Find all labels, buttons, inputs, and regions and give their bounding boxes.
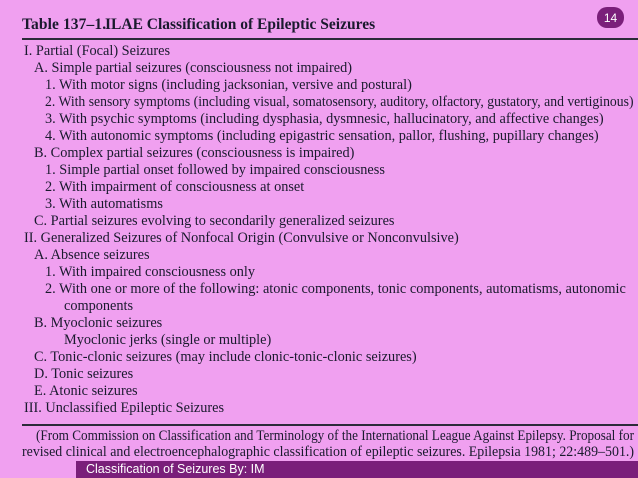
page-number-badge: 14	[597, 7, 624, 28]
outline-line: 1. Simple partial onset followed by impaired consciousness	[45, 162, 385, 178]
outline-line: 3. With automatisms	[45, 196, 163, 212]
outline-line: E. Atonic seizures	[34, 383, 138, 399]
outline-line: 2. With sensory symptoms (including visual, somatosensory, auditory, olfactory, gustatory, and vertiginous)	[45, 94, 634, 110]
outline-line: A. Absence seizures	[34, 247, 150, 263]
outline-line: B. Complex partial seizures (consciousness is impaired)	[34, 145, 355, 161]
footer-caption: Classification of Seizures By: IM	[86, 462, 265, 476]
outline-line: 3. With psychic symptoms (including dysphasia, dysmnesic, hallucinatory, and affective changes)	[45, 111, 604, 127]
outline-line: 4. With autonomic symptoms (including epigastric sensation, pallor, flushing, pupillary changes)	[45, 128, 599, 144]
outline-line: I. Partial (Focal) Seizures	[24, 43, 171, 59]
outline-line: 2. With impairment of consciousness at onset	[45, 179, 305, 195]
outline-line: A. Simple partial seizures (consciousness not impaired)	[34, 60, 353, 76]
outline-line: B. Myoclonic seizures	[34, 315, 163, 331]
outline-line: III. Unclassified Epileptic Seizures	[24, 400, 225, 416]
table-label: Table 137–1.	[22, 16, 107, 33]
outline-line: 1. With impaired consciousness only	[45, 264, 256, 280]
outline-line: D. Tonic seizures	[34, 366, 134, 382]
title-rule	[22, 38, 638, 40]
outline-line: components	[64, 298, 134, 314]
outline-line: 1. With motor signs (including jacksonian, versive and postural)	[45, 77, 412, 93]
outline-line: 2. With one or more of the following: atonic components, tonic components, automatisms, autonomic	[45, 281, 626, 297]
outline-line: C. Tonic-clonic seizures (may include clonic-tonic-clonic seizures)	[34, 349, 417, 365]
outline-line: II. Generalized Seizures of Nonfocal Origin (Convulsive or Nonconvulsive)	[24, 230, 459, 246]
citation-line-2: revised clinical and electroencephalographic classification of epileptic seizures. Epilepsia 1981; 22:489–501.)	[22, 444, 635, 460]
table-title: ILAE Classification of Epileptic Seizures	[105, 16, 376, 33]
section-rule	[22, 424, 638, 426]
outline-line: Myoclonic jerks (single or multiple)	[64, 332, 272, 348]
outline-line: C. Partial seizures evolving to secondarily generalized seizures	[34, 213, 395, 229]
table-title-row	[22, 10, 622, 36]
citation-line-1: (From Commission on Classification and Terminology of the International League Against Epilepsy. Proposal for	[36, 428, 635, 444]
